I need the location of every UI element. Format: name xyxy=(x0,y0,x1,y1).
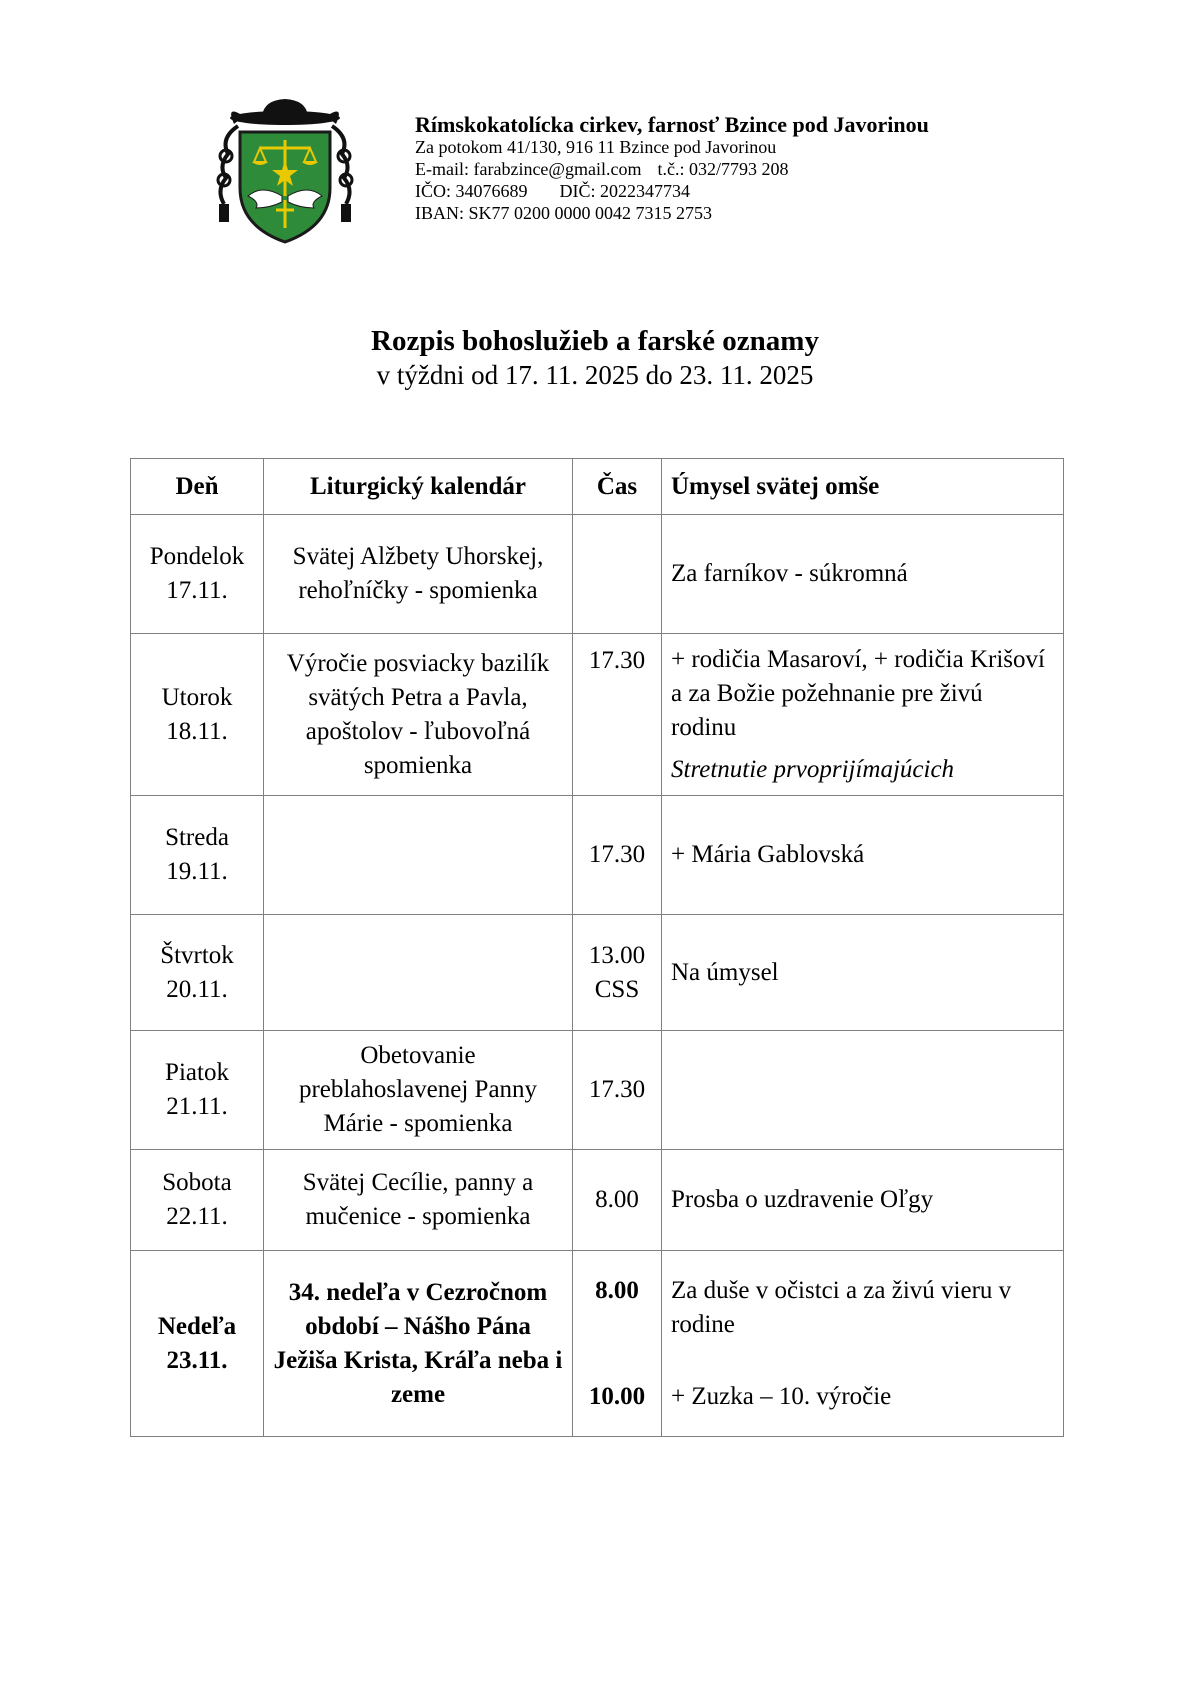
organization-ico: IČO: 34076689 xyxy=(415,181,528,201)
document-subtitle: v týždni od 17. 11. 2025 do 23. 11. 2025 xyxy=(376,360,814,390)
liturgy-cell xyxy=(264,915,573,1031)
organization-email: E-mail: farabzince@gmail.com xyxy=(415,159,642,179)
day-date: 20.11. xyxy=(166,975,228,1003)
liturgy-cell: Svätej Cecílie, panny a mučenice - spomienka xyxy=(264,1150,573,1251)
liturgy-cell: 34. nedeľa v Cezročnom období – Nášho Pána Ježiša Krista, Kráľa neba i zeme xyxy=(264,1251,573,1437)
table-row xyxy=(131,796,1064,915)
day-name: Sobota xyxy=(162,1169,232,1196)
parish-coat-of-arms-logo xyxy=(210,96,360,246)
day-name: Piatok xyxy=(165,1059,229,1086)
intention-cell: Na úmysel xyxy=(662,915,1064,1031)
organization-iban: IBAN: SK77 0200 0000 0042 7315 2753 xyxy=(415,203,713,223)
day-date: 22.11. xyxy=(166,1203,228,1230)
time-cell: 17.30 xyxy=(573,634,662,796)
time-cell: 17.30 xyxy=(573,1031,662,1150)
day-name: Streda xyxy=(165,824,229,851)
table-row xyxy=(131,915,1064,1031)
organization-contact-line xyxy=(415,158,929,180)
day-cell xyxy=(131,515,264,634)
liturgy-cell xyxy=(264,796,573,915)
document-title: Rozpis bohoslužieb a farské oznamy xyxy=(371,325,819,357)
intention-first-mass: Za duše v očistci a za živú vieru v rodine xyxy=(671,1276,1012,1338)
table-row-sunday xyxy=(131,1251,1064,1437)
day-name: Utorok xyxy=(161,683,233,711)
day-name: Štvrtok xyxy=(160,941,234,969)
organization-info xyxy=(415,114,929,224)
day-cell xyxy=(131,1150,264,1251)
table-row xyxy=(131,634,1064,796)
time-second-mass: 10.00 xyxy=(588,1382,646,1410)
time-cell: 17.30 xyxy=(573,796,662,915)
day-date: 23.11. xyxy=(166,1346,228,1374)
document-title-block xyxy=(0,324,1190,392)
intention-text: + rodičia Masaroví, + rodičia Krišoví a za Božie požehnanie pre živú rodinu xyxy=(671,645,1045,741)
table-row xyxy=(131,1150,1064,1251)
day-cell xyxy=(131,796,264,915)
intention-cell xyxy=(662,634,1064,796)
mass-schedule-table xyxy=(130,458,1064,1437)
time-cell xyxy=(573,515,662,634)
intention-cell: Prosba o uzdravenie Oľgy xyxy=(662,1150,1064,1251)
letterhead xyxy=(210,96,1110,256)
day-date: 17.11. xyxy=(166,577,228,604)
time-cell xyxy=(573,1251,662,1437)
header-liturgical-calendar: Liturgický kalendár xyxy=(264,459,573,515)
time-first-mass: 8.00 xyxy=(595,1276,639,1304)
day-cell xyxy=(131,1251,264,1437)
day-date: 21.11. xyxy=(166,1093,228,1120)
day-date: 19.11. xyxy=(166,858,228,885)
organization-dic: DIČ: 2022347734 xyxy=(559,181,690,201)
day-cell xyxy=(131,1031,264,1150)
intention-second-mass: + Zuzka – 10. výročie xyxy=(671,1382,892,1410)
intention-note: Stretnutie prvoprijímajúcich xyxy=(671,755,955,783)
intention-cell: Za farníkov - súkromná xyxy=(662,515,1064,634)
day-cell xyxy=(131,634,264,796)
day-cell xyxy=(131,915,264,1031)
liturgy-cell: Výročie posviacky bazilík svätých Petra a Pavla, apoštolov - ľubovoľná spomienka xyxy=(264,634,573,796)
intention-cell xyxy=(662,1031,1064,1150)
time-cell: 8.00 xyxy=(573,1150,662,1251)
organization-phone: t.č.: 032/7793 208 xyxy=(657,159,789,179)
intention-cell xyxy=(662,1251,1064,1437)
table-row xyxy=(131,515,1064,634)
liturgy-cell: Obetovanie preblahoslavenej Panny Márie - spomienka xyxy=(264,1031,573,1150)
table-row xyxy=(131,1031,1064,1150)
table-header-row xyxy=(131,459,1064,515)
time-cell: 13.00 CSS xyxy=(573,915,662,1031)
intention-stack xyxy=(671,1274,1054,1414)
organization-address: Za potokom 41/130, 916 11 Bzince pod Javorinou xyxy=(415,137,777,157)
header-time: Čas xyxy=(573,459,662,515)
intention-cell: + Mária Gablovská xyxy=(662,796,1064,915)
day-date: 18.11. xyxy=(166,717,228,745)
liturgy-cell: Svätej Alžbety Uhorskej, rehoľníčky - spomienka xyxy=(264,515,573,634)
header-mass-intention: Úmysel svätej omše xyxy=(662,459,1064,515)
day-name: Nedeľa xyxy=(157,1312,237,1340)
time-stack xyxy=(582,1274,652,1414)
header-day: Deň xyxy=(131,459,264,515)
organization-name: Rímskokatolícka cirkev, farnosť Bzince pod Javorinou xyxy=(415,112,929,137)
day-name: Pondelok xyxy=(149,543,245,570)
organization-ids-line xyxy=(415,180,929,202)
